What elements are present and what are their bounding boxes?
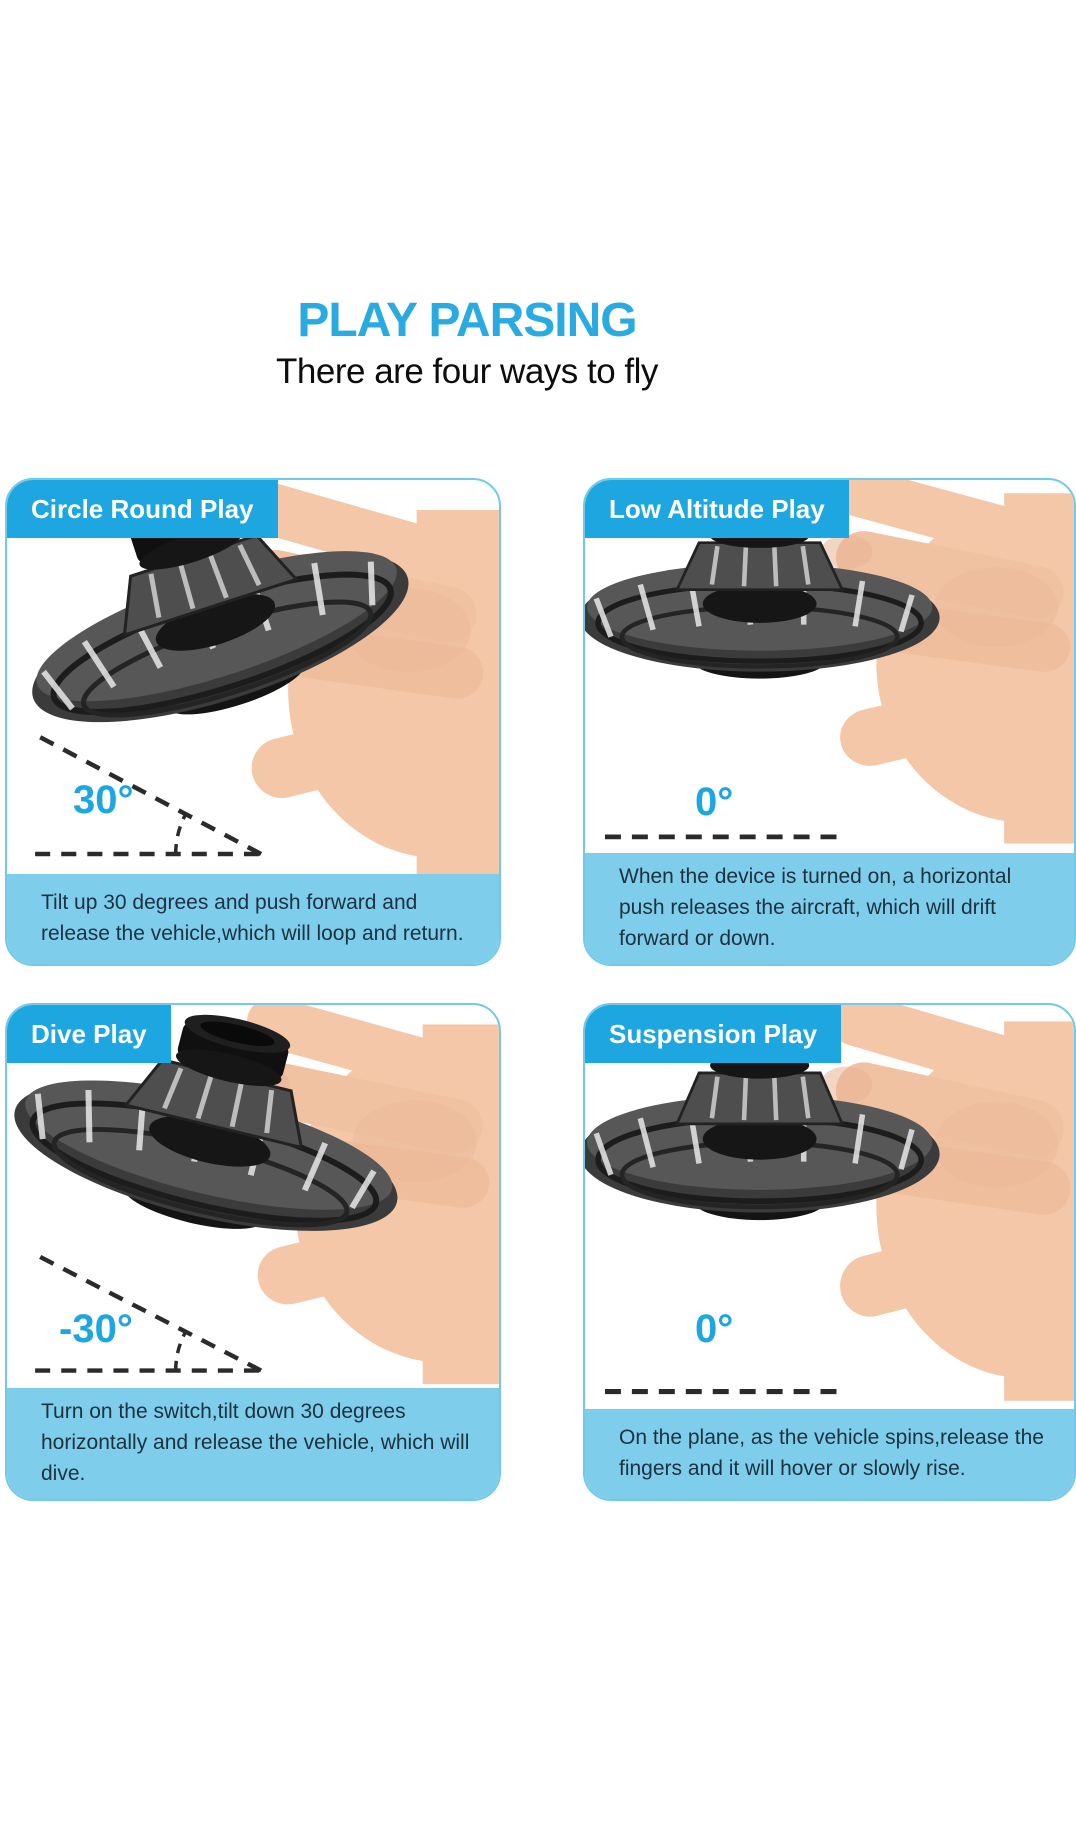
- card-title-badge: Dive Play: [7, 1005, 171, 1063]
- angle-label: -30°: [59, 1307, 133, 1351]
- card-description-panel: [7, 1388, 499, 1499]
- card-title-badge: Suspension Play: [585, 1005, 841, 1063]
- angle-label: 0°: [695, 1307, 734, 1351]
- angle-label: 0°: [695, 780, 734, 824]
- card-title-badge: Low Altitude Play: [585, 480, 849, 538]
- hand-drone-illustration: [585, 1005, 1074, 1409]
- angle-annotation-30: [34, 734, 266, 854]
- page-header: [0, 296, 934, 392]
- card-description: On the plane, as the vehicle spins,release the fingers and it will hover or slowly rise.: [619, 1426, 1044, 1480]
- card-description-panel: [7, 874, 499, 964]
- card-low-altitude-play: [583, 478, 1076, 966]
- angle-label: 30°: [73, 778, 134, 822]
- page-subtitle: There are four ways to fly: [276, 352, 658, 392]
- card-dive-play: [5, 1003, 501, 1501]
- card-title-badge: Circle Round Play: [7, 480, 278, 538]
- card-suspension-play: [583, 1003, 1076, 1501]
- card-description: Tilt up 30 degrees and push forward and release the vehicle,which will loop and return.: [41, 891, 464, 945]
- card-description-panel: [585, 1409, 1074, 1499]
- page-title: PLAY PARSING: [297, 294, 637, 347]
- card-circle-round-play: [5, 478, 501, 966]
- card-description-panel: [585, 853, 1074, 964]
- card-description: When the device is turned on, a horizontal push releases the aircraft, which will drift forward or down.: [619, 865, 1012, 950]
- card-description: Turn on the switch,tilt down 30 degrees horizontally and release the vehicle, which will dive.: [41, 1400, 470, 1485]
- demo-photo-suspension: [585, 1005, 1074, 1409]
- demo-photo-circle-round: [7, 480, 499, 874]
